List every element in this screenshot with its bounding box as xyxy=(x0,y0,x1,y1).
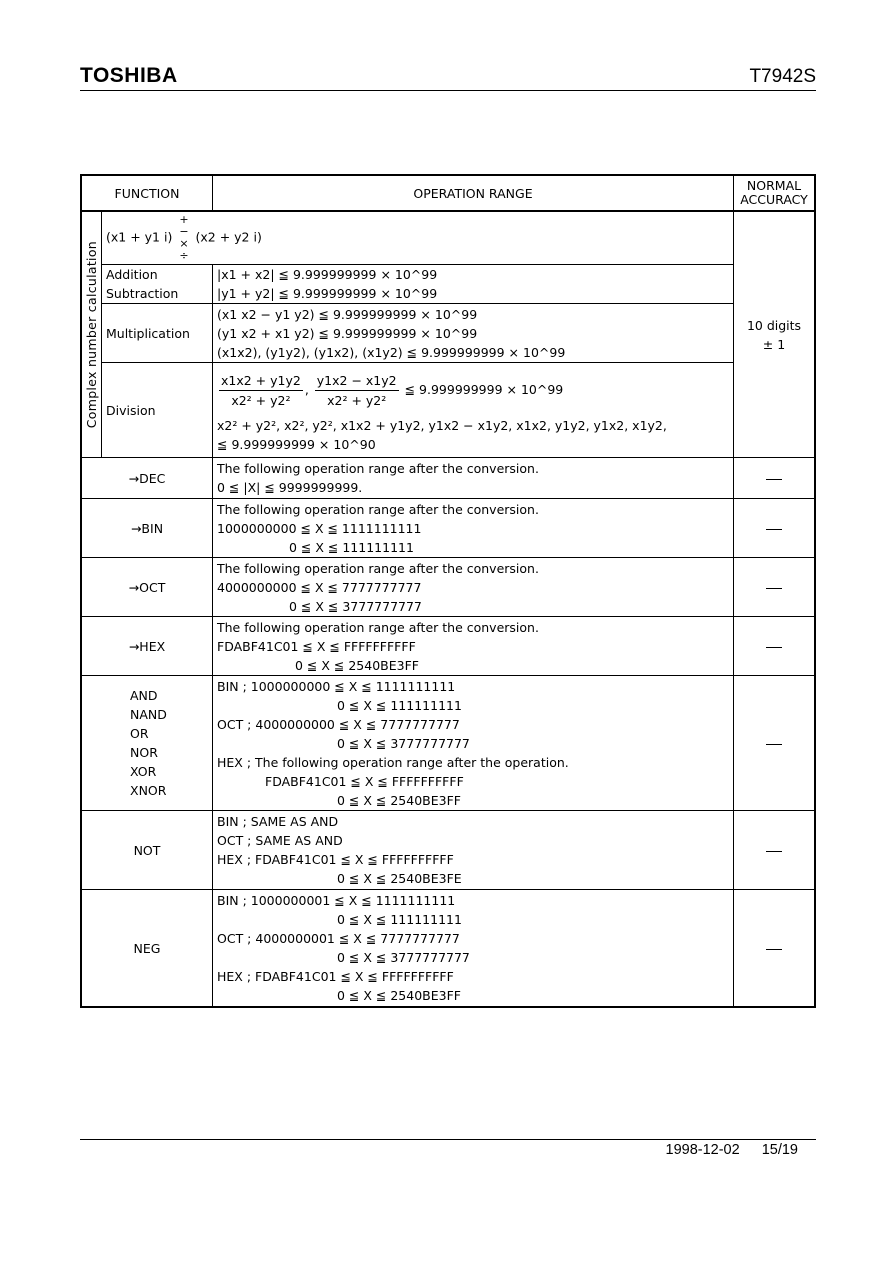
range-to-hex xyxy=(213,617,734,676)
complex-add-sub-row xyxy=(81,265,815,304)
function-to-hex: →HEX xyxy=(81,617,213,676)
dash-mark xyxy=(766,529,782,530)
accuracy-not xyxy=(734,811,816,890)
accuracy-dec xyxy=(734,458,816,499)
dash-mark xyxy=(766,479,782,480)
logic-xor: XOR xyxy=(130,764,157,779)
fraction-imag-denominator: x2² + y2² xyxy=(327,392,387,408)
range-line: |y1 + y2| ≦ 9.999999999 × 10^99 xyxy=(217,286,438,301)
op-times: × xyxy=(179,237,189,250)
complex-formula-row xyxy=(81,211,815,265)
header-function: FUNCTION xyxy=(81,175,213,211)
logic-and: AND xyxy=(130,688,158,703)
footer-page: 15/19 xyxy=(761,1142,798,1158)
division-fraction-line: $\frac{x1x2 + y1y2}{\text{x2² + y2²}}$ , $\frac{y1x2 - x1y2}{\text{x2² + y2²}}$ ≦ 9.999999999 × 10^99 xyxy=(221,372,564,408)
range-line: BIN ; 1000000001 ≦ X ≦ 1111111111 xyxy=(217,893,456,908)
conversion-dec-row xyxy=(81,458,815,499)
range-line: 4000000000 ≦ X ≦ 7777777777 xyxy=(217,579,422,595)
accuracy-hex xyxy=(734,617,816,676)
footer-date: 1998-12-02 xyxy=(665,1142,740,1158)
fraction-limit: ≦ 9.999999999 × 10^99 xyxy=(404,381,564,397)
range-line: HEX ; FDABF41C01 ≦ X ≦ FFFFFFFFFF xyxy=(217,852,454,867)
op-plus: + xyxy=(179,213,189,226)
function-division: Division xyxy=(102,363,213,458)
range-line: (y1 x2 + x1 y2) ≦ 9.999999999 × 10^99 xyxy=(217,325,478,341)
complex-accuracy xyxy=(734,211,816,458)
formula-operators xyxy=(179,214,188,262)
conversion-hex-row xyxy=(81,617,815,676)
complex-division-row xyxy=(81,363,815,458)
part-number: T7942S xyxy=(749,66,816,87)
logic-xnor: XNOR xyxy=(130,783,167,798)
range-division xyxy=(213,363,734,458)
header-operation-range: OPERATION RANGE xyxy=(213,175,734,211)
logic-nand: NAND xyxy=(130,707,167,722)
fraction-imag-numerator: y1x2 − x1y2 xyxy=(315,371,399,391)
function-add-sub xyxy=(102,265,213,304)
dash-mark xyxy=(766,588,782,589)
range-line: 0 ≦ X ≦ 3777777777 xyxy=(337,950,470,965)
neg-row xyxy=(81,890,815,1008)
range-line: 0 ≦ X ≦ 3777777777 xyxy=(337,735,470,751)
header-rule xyxy=(80,90,816,91)
range-line: (x1x2), (y1y2), (y1x2), (x1y2) ≦ 9.999999999 × 10^99 xyxy=(217,344,566,360)
function-subtraction: Subtraction xyxy=(106,286,179,301)
not-row xyxy=(81,811,815,890)
function-neg: NEG xyxy=(81,890,213,1008)
accuracy-neg xyxy=(734,890,816,1008)
footer-rule xyxy=(80,1139,816,1140)
range-line: 0 ≦ X ≦ 2540BE3FF xyxy=(295,657,419,673)
range-line: BIN ; 1000000000 ≦ X ≦ 1111111111 xyxy=(217,678,456,694)
complex-formula xyxy=(102,211,734,265)
dash-mark xyxy=(766,949,782,950)
range-line: 0 ≦ X ≦ 111111111 xyxy=(337,697,462,713)
range-line: OCT ; 4000000000 ≦ X ≦ 7777777777 xyxy=(217,716,460,732)
function-logic xyxy=(81,676,213,811)
dash-mark xyxy=(766,647,782,648)
range-line: 0 ≦ |X| ≦ 9999999999. xyxy=(217,480,363,495)
range-to-bin xyxy=(213,499,734,558)
complex-multiplication-row xyxy=(81,304,815,363)
range-multiplication xyxy=(213,304,734,363)
fraction-real xyxy=(219,371,303,410)
dash-mark xyxy=(766,744,782,745)
range-line: |x1 + x2| ≦ 9.999999999 × 10^99 xyxy=(217,267,438,282)
range-line: 0 ≦ X ≦ 3777777777 xyxy=(289,598,422,614)
function-to-dec: →DEC xyxy=(81,458,213,499)
range-line: FDABF41C01 ≦ X ≦ FFFFFFFFFF xyxy=(265,773,464,789)
range-line: 0 ≦ X ≦ 111111111 xyxy=(289,539,414,555)
range-line: The following operation range after the conversion. xyxy=(217,560,539,576)
accuracy-logic xyxy=(734,676,816,811)
range-line: The following operation range after the conversion. xyxy=(217,461,539,476)
logic-row xyxy=(81,676,815,811)
range-line: 0 ≦ X ≦ 111111111 xyxy=(337,912,462,927)
fraction-real-numerator: x1x2 + y1y2 xyxy=(219,371,303,391)
range-line: OCT ; SAME AS AND xyxy=(217,833,343,848)
range-add-sub xyxy=(213,265,734,304)
range-neg xyxy=(213,890,734,1008)
complex-side-text: Complex number calculation xyxy=(84,240,99,429)
function-to-bin: →BIN xyxy=(81,499,213,558)
conversion-oct-row xyxy=(81,558,815,617)
range-line: 1000000000 ≦ X ≦ 1111111111 xyxy=(217,520,422,536)
range-line: OCT ; 4000000001 ≦ X ≦ 7777777777 xyxy=(217,931,460,946)
range-line: The following operation range after the conversion. xyxy=(217,501,539,517)
range-logic xyxy=(213,676,734,811)
op-minus: − xyxy=(179,225,189,238)
header-accuracy-line1: NORMAL xyxy=(746,178,802,193)
function-not: NOT xyxy=(81,811,213,890)
conversion-bin-row xyxy=(81,499,815,558)
op-divide: ÷ xyxy=(179,249,189,262)
range-not xyxy=(213,811,734,890)
range-line: 0 ≦ X ≦ 2540BE3FE xyxy=(337,871,462,886)
range-line: The following operation range after the conversion. xyxy=(217,619,539,635)
range-line: 0 ≦ X ≦ 2540BE3FF xyxy=(337,988,461,1003)
dash-mark xyxy=(766,851,782,852)
accuracy-oct xyxy=(734,558,816,617)
logic-or: OR xyxy=(130,726,149,741)
range-line: 0 ≦ X ≦ 2540BE3FF xyxy=(337,792,461,808)
function-multiplication: Multiplication xyxy=(102,304,213,363)
operation-range-table xyxy=(80,174,816,1008)
range-line: HEX ; FDABF41C01 ≦ X ≦ FFFFFFFFFF xyxy=(217,969,454,984)
range-line: x2² + y2², x2², y2², x1x2 + y1y2, y1x2 − x1y2, x1x2, y1y2, y1x2, x1y2, xyxy=(217,417,667,433)
fraction-imag xyxy=(315,371,399,410)
footer xyxy=(648,1142,799,1158)
function-to-oct: →OCT xyxy=(81,558,213,617)
complex-side-label xyxy=(81,211,102,458)
header-accuracy xyxy=(734,175,816,211)
range-line: HEX ; The following operation range after the operation. xyxy=(217,754,569,770)
range-line: BIN ; SAME AS AND xyxy=(217,814,339,829)
range-to-dec xyxy=(213,458,734,499)
range-line: ≦ 9.999999999 × 10^90 xyxy=(217,436,376,452)
header-accuracy-line2: ACCURACY xyxy=(740,192,808,207)
complex-accuracy-digits: 10 digits xyxy=(746,317,802,333)
accuracy-bin xyxy=(734,499,816,558)
formula-right: (x2 + y2 i) xyxy=(195,229,262,245)
function-addition: Addition xyxy=(106,267,158,282)
complex-accuracy-tolerance: ± 1 xyxy=(762,336,786,352)
range-to-oct xyxy=(213,558,734,617)
fraction-real-denominator: x2² + y2² xyxy=(231,392,291,408)
toshiba-logo: TOSHIBA xyxy=(80,64,178,87)
formula-left: (x1 + y1 i) xyxy=(106,229,173,245)
range-line: FDABF41C01 ≦ X ≦ FFFFFFFFFF xyxy=(217,638,416,654)
range-line: (x1 x2 − y1 y2) ≦ 9.999999999 × 10^99 xyxy=(217,306,478,322)
table-header-row xyxy=(81,175,815,211)
logic-nor: NOR xyxy=(130,745,158,760)
